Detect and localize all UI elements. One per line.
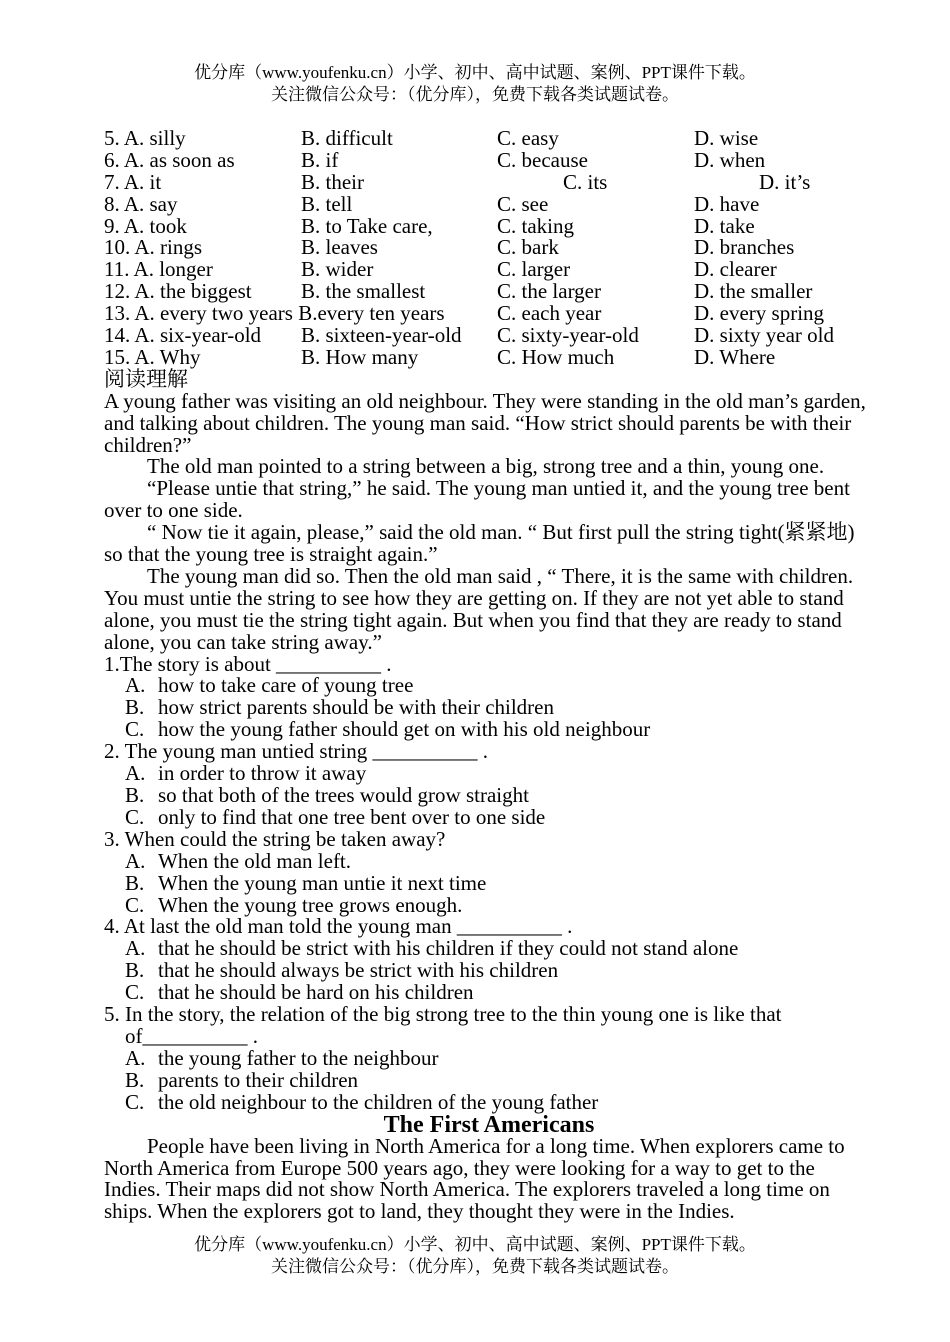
question-stem: 4. At last the old man told the young man __________ . [104, 914, 573, 939]
answer-option: A. the young father to the neighbour [125, 1045, 439, 1070]
answer-option: C. only to find that one tree bent over to one side [125, 804, 546, 829]
cloze-row: 14. A. six-year-old B. sixteen-year-old C. sixty-year-old D. sixty year old [104, 323, 834, 348]
question-list [104, 651, 874, 1114]
cloze-row: 15. A. Why B. How many C. How much D. Where [104, 344, 776, 369]
answer-option: A. When the old man left. [125, 848, 352, 873]
cloze-row: 7. A. it B. their C. its D. it’s [104, 169, 811, 194]
passage-paragraph: The young man did so. Then the old man said , “ There, it is the same with children. You must untie the string to see how they are getting on. If they are not yet able to stand alone, you must tie the string tight again. But when you find that they are ready to stand alone, you can take string away.” [104, 563, 854, 654]
question-stem: 3. When could the string be taken away? [104, 826, 446, 851]
answer-option: A. how to take care of young tree [125, 673, 414, 698]
answer-option: C. When the young tree grows enough. [125, 892, 463, 917]
passage-paragraph: “Please untie that string,” he said. The young man untied it, and the young tree bent over to one side. [104, 476, 850, 523]
answer-option: B. that he should always be strict with his children [125, 958, 559, 983]
answer-option: A. in order to throw it away [125, 761, 367, 786]
cloze-row: 11. A. longer B. wider C. larger D. clearer [104, 257, 777, 282]
footer-line-1: 优分库（www.youfenku.cn）小学、初中、高中试题、案例、PPT课件下载。 [194, 1235, 756, 1254]
question [104, 651, 874, 742]
question [104, 826, 874, 917]
reading-passage [104, 388, 874, 654]
question [104, 741, 874, 829]
answer-option: B. parents to their children [125, 1067, 359, 1092]
answer-option: B. how strict parents should be with their children [125, 695, 554, 720]
article-paragraph: People have been living in North America for a long time. When explorers came to North America from Europe 500 years ago, they were looking for a way to get to the Indies. Their maps did not show North America. The explorers traveled a long time on ships. When the explorers got to land, they thought they were in the Indies. [104, 1133, 845, 1224]
answer-option: C. how the young father should get on with his old neighbour [125, 717, 651, 742]
question-stem: 1.The story is about __________ . [104, 651, 392, 676]
footer-line-2: 关注微信公众号：（优分库），免费下载各类试题试卷。 [271, 1257, 679, 1276]
question [104, 1004, 874, 1114]
passage-paragraph: The old man pointed to a string between a big, strong tree and a thin, young one. [147, 454, 825, 479]
question-stem: 2. The young man untied string __________ . [104, 739, 488, 764]
question-stem-continuation: of__________ . [125, 1023, 258, 1048]
page-footer [0, 1234, 950, 1278]
answer-option: C. the old neighbour to the children of the young father [125, 1089, 599, 1114]
passage-paragraph: A young father was visiting an old neighbour. They were standing in the old man’s garden, and talking about children. The young man said. “How strict should parents be with their children?” [104, 388, 866, 457]
cloze-row: 6. A. as soon as B. if C. because D. when [104, 147, 766, 172]
page-header [0, 62, 950, 106]
question [104, 916, 874, 1004]
answer-option: B. so that both of the trees would grow straight [125, 783, 529, 808]
cloze-row: 10. A. rings B. leaves C. bark D. branches [104, 235, 795, 260]
answer-option: B. When the young man untie it next time [125, 870, 487, 895]
article-title: The First Americans [383, 1111, 595, 1138]
answer-option: A. that he should be strict with his children if they could not stand alone [125, 936, 739, 961]
header-line-2: 关注微信公众号：（优分库），免费下载各类试题试卷。 [271, 85, 679, 104]
document-body [104, 128, 874, 1223]
cloze-row: 9. A. took B. to Take care, C. taking D. take [104, 213, 755, 238]
cloze-options [104, 128, 874, 369]
answer-option: C. that he should be hard on his children [125, 980, 474, 1005]
cloze-row: 12. A. the biggest B. the smallest C. the larger D. the smaller [104, 279, 813, 304]
question-stem: 5. In the story, the relation of the big strong tree to the thin young one is like that [104, 1002, 782, 1027]
cloze-row: 8. A. say B. tell C. see D. have [104, 191, 760, 216]
passage-paragraph: “ Now tie it again, please,” said the old man. “ But first pull the string tight(紧紧地) so that the young tree is straight again.” [104, 520, 855, 567]
cloze-row: 13. A. every two years B.every ten years C. each year D. every spring [104, 301, 825, 326]
header-line-1: 优分库（www.youfenku.cn）小学、初中、高中试题、案例、PPT课件下载。 [194, 63, 756, 82]
cloze-row: 5. A. silly B. difficult C. easy D. wise [104, 126, 759, 150]
reading-heading: 阅读理解 [104, 366, 188, 391]
